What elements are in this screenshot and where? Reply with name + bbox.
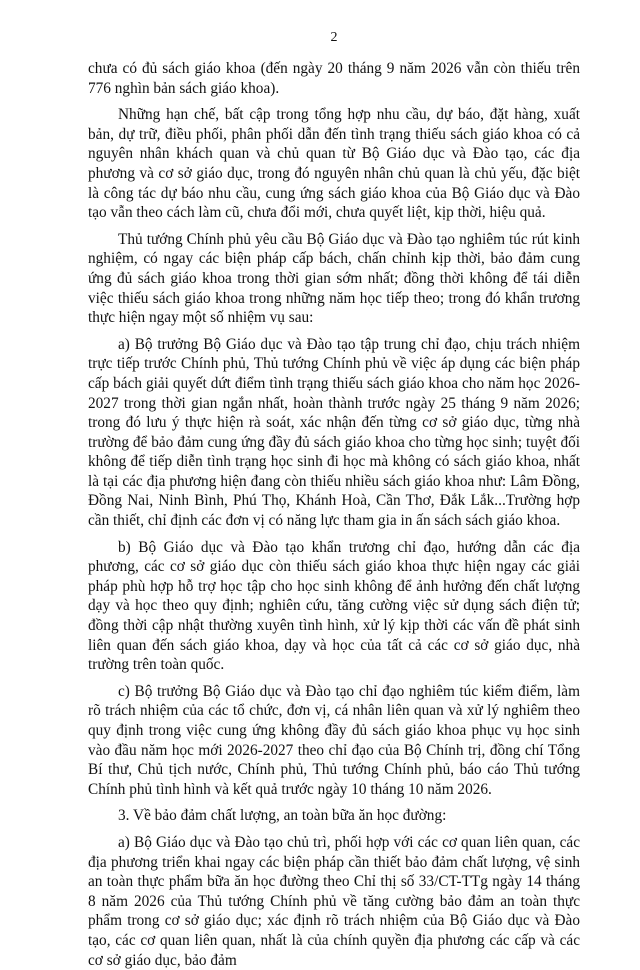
paragraph-limitations: Những hạn chế, bất cập trong tổng hợp nhu cầu, dự báo, đặt hàng, xuất bản, dự trữ, điều phối, phân phối dẫn đến tình trạng thiếu sách giáo khoa có cả nguyên nhân khách quan và chủ quan từ Bộ Giáo dục và Đào tạo, các địa phương và cơ sở giáo dục, trong đó nguyên nhân chủ quan là chủ yếu, đặc biệt là công tác dự báo nhu cầu, cung ứng sách giáo khoa của Bộ Giáo dục và Đào tạo vẫn theo cách làm cũ, chưa đổi mới, chưa quyết liệt, kịp thời, hiệu quả. <box>88 106 580 222</box>
page-number: 2 <box>330 30 338 45</box>
paragraph-continuation: chưa có đủ sách giáo khoa (đến ngày 20 tháng 9 năm 2026 vẫn còn thiếu trên 776 nghìn bản sách giáo khoa). <box>88 60 580 97</box>
paragraph-task-c: c) Bộ trưởng Bộ Giáo dục và Đào tạo chỉ đạo nghiêm túc kiểm điểm, làm rõ trách nhiệm của các tổ chức, đơn vị, cá nhân liên quan và xử lý nghiêm theo quy định trong việc cung ứng không đầy đủ sách giáo khoa phục vụ học sinh vào đầu năm học mới 2026-2027 theo chỉ đạo của Bộ Chính trị, đồng chí Tổng Bí thư, Chủ tịch nước, Chính phủ, Thủ tướng Chính phủ, báo cáo Thủ tướng Chính phủ tình hình và kết quả trước ngày 10 tháng 10 năm 2026. <box>88 682 580 798</box>
paragraph-pm-request: Thủ tướng Chính phủ yêu cầu Bộ Giáo dục và Đào tạo nghiêm túc rút kinh nghiệm, có ngay các biện pháp cấp bách, chấn chỉnh kịp thời, bảo đảm cung ứng đủ sách giáo khoa trong thời gian sớm nhất; đồng thời không để tái diễn việc thiếu sách giáo khoa trong những năm học tiếp theo; trong đó khẩn trương thực hiện ngay một số nhiệm vụ sau: <box>88 230 580 327</box>
paragraph-task-a: a) Bộ trưởng Bộ Giáo dục và Đào tạo tập trung chỉ đạo, chịu trách nhiệm trực tiếp trước Chính phủ, Thủ tướng Chính phủ về việc áp dụng các biện pháp cấp bách giải quyết dứt điểm tình trạng thiếu sách giáo khoa cho năm học 2026-2027 trong thời gian ngắn nhất, hoàn thành trước ngày 25 tháng 9 năm 2026; trong đó lưu ý thực hiện rà soát, xác nhận đến từng cơ sở giáo dục, từng nhà trường để bảo đảm cung ứng đầy đủ sách giáo khoa cho từng học sinh; tuyệt đối không để tiếp diễn tình trạng học sinh đi học mà không có sách giáo khoa, nhất là tại các địa phương hiện đang còn thiếu nhiều sách giáo khoa như: Lâm Đồng, Đồng Nai, Ninh Bình, Phú Thọ, Khánh Hoà, Cần Thơ, Đắk Lắk...Trường hợp cần thiết, chỉ định các đơn vị có năng lực tham gia in ấn sách sách giáo khoa. <box>88 335 580 530</box>
section-heading-school-meals: 3. Về bảo đảm chất lượng, an toàn bữa ăn học đường: <box>118 807 447 825</box>
paragraph-meals-a: a) Bộ Giáo dục và Đào tạo chủ trì, phối hợp với các cơ quan liên quan, các địa phương triển khai ngay các biện pháp cần thiết bảo đảm chất lượng, vệ sinh an toàn thực phẩm bữa ăn học đường theo Chỉ thị số 33/CT-TTg ngày 14 tháng 8 năm 2026 của Thủ tướng Chính phủ về tăng cường bảo đảm an toàn thực phẩm trong cơ sở giáo dục; xác định rõ trách nhiệm của Bộ Giáo dục và Đào tạo, các cơ quan liên quan, nhất là của chính quyền địa phương các cấp và các cơ sở giáo dục, bảo đảm <box>88 833 580 969</box>
paragraph-task-b: b) Bộ Giáo dục và Đào tạo khẩn trương chỉ đạo, hướng dẫn các địa phương, các cơ sở giáo dục còn thiếu sách giáo khoa thực hiện ngay các giải pháp phù hợp hỗ trợ học tập cho học sinh không để ảnh hưởng đến chất lượng dạy và học theo quy định; nghiên cứu, tăng cường việc sử dụng sách điện tử; đồng thời cập nhật thường xuyên tình hình, xử lý kịp thời các vấn đề phát sinh liên quan đến sách giáo khoa, dạy và học của tất cả các cơ sở giáo dục, nhà trường trên toàn quốc. <box>88 538 580 674</box>
